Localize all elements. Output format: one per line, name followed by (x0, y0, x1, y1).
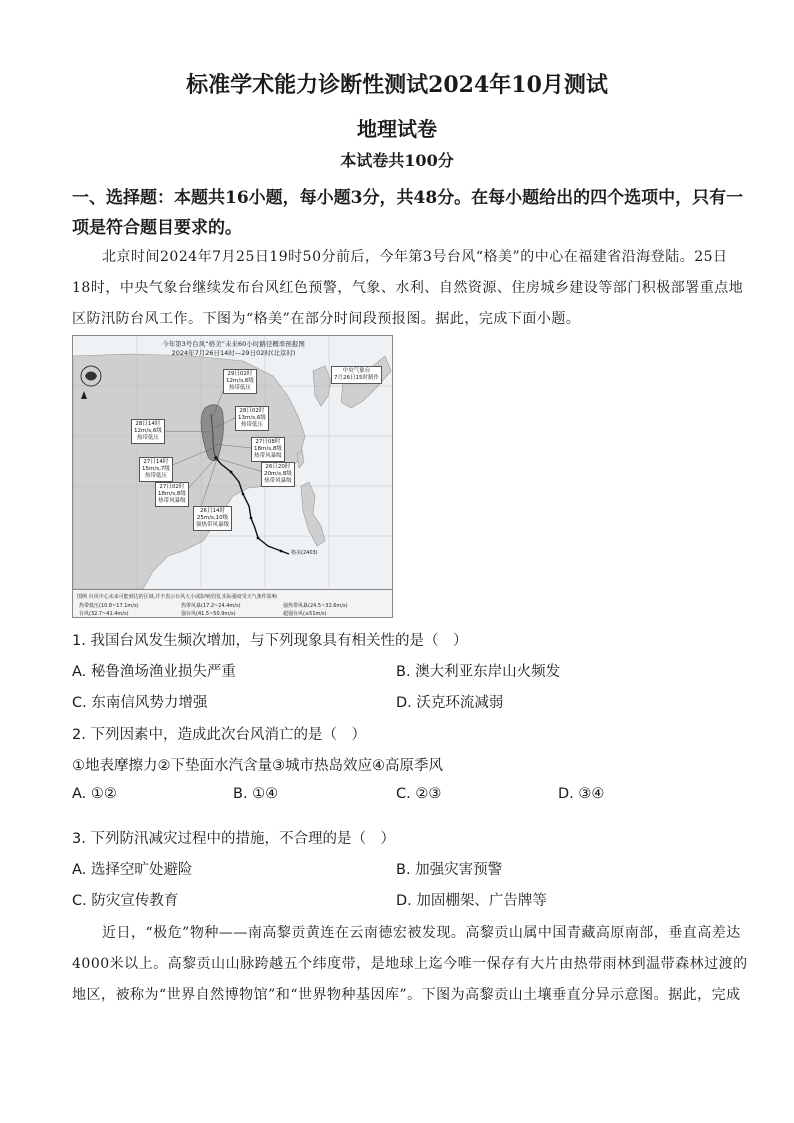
passage2-line3: 地区，被称为“世界自然博物馆”和“世界物种基因库”。下图为高黎贡山土壤垂直分异示意图。据此，完成 (72, 987, 741, 1003)
question-3-stem: 3. 下列防汛减灾过程中的措施，不合理的是（ ） (72, 831, 395, 847)
question-1-option-b[interactable]: B. 澳大利亚东岸山火频发 (396, 664, 561, 680)
agency-stamp (331, 366, 382, 384)
forecast-label-time: 27日08时 (255, 439, 281, 445)
legend-item: 强台风(41.5~50.9m/s) (181, 611, 236, 617)
exam-title: 标准学术能力诊断性测试2024年10月测试 (186, 72, 608, 98)
legend-note: 图例 台风中心未来可能到达的区域,并不表示台风大小或影响范围,实际强度受天气条件影响 (77, 594, 277, 600)
question-2-option-c[interactable]: C. ②③ (396, 786, 442, 802)
forecast-label-wind: 12m/s,6级 (226, 378, 254, 384)
forecast-label-2 (131, 419, 165, 444)
figure-title-line1: 今年第3号台风“格美”未来60小时路径概率预报图 (162, 340, 305, 348)
forecast-label-class: 热带风暴级 (158, 498, 186, 504)
forecast-label-wind: 18m/s,8级 (254, 446, 282, 452)
question-2-stem: 2. 下列因素中，造成此次台风消亡的是（ ） (72, 727, 366, 743)
passage1-line1: 北京时间2024年7月25日19时50分前后，今年第3号台风“格美”的中心在福建省沿海登陆。25日 (102, 249, 728, 265)
legend-item: 台风(32.7~41.4m/s) (79, 611, 129, 617)
question-1-option-a[interactable]: A. 秘鲁渔场渔业损失严重 (72, 664, 236, 680)
forecast-label-class: 热带低压 (144, 473, 167, 479)
forecast-label-class: 热带低压 (136, 435, 159, 441)
legend-item: 热带低压(10.8~17.1m/s) (79, 603, 139, 609)
forecast-label-class: 热带低压 (240, 422, 263, 428)
forecast-label-6 (155, 482, 189, 507)
legend-item: 超强台风(≥51m/s) (283, 611, 327, 617)
forecast-label-class: 热带风暴级 (264, 478, 292, 484)
forecast-label-wind: 12m/s,6级 (134, 428, 162, 434)
legend-item: 强热带风暴(24.5~32.6m/s) (283, 603, 348, 609)
section-heading-line1: 一、选择题：本题共16小题，每小题3分，共48分。在每小题给出的四个选项中，只有一 (72, 188, 744, 208)
forecast-label-wind: 20m/s,8级 (264, 471, 292, 477)
exam-subject: 地理试卷 (357, 117, 437, 141)
agency-name: 中央气象台 (342, 368, 371, 374)
question-2-option-d[interactable]: D. ③④ (558, 786, 605, 802)
passage1-line3: 区防汛防台风工作。下图为“格美”在部分时间段预报图。据此，完成下面小题。 (72, 311, 581, 327)
question-2-option-b[interactable]: B. ①④ (233, 786, 279, 802)
passage1-line2: 18时，中央气象台继续发布台风红色预警，气象、水利、自然资源、住房城乡建设等部门积极部署重点地 (72, 280, 744, 296)
forecast-label-time: 27日02时 (159, 484, 185, 490)
forecast-label-time: 28日14时 (135, 421, 161, 427)
legend-item: 热带风暴(17.2~24.4m/s) (181, 603, 241, 609)
question-3-option-c[interactable]: C. 防灾宣传教育 (72, 893, 179, 909)
figure-title-line2: 2024年7月26日14时—29日02时(北京时) (171, 349, 296, 357)
passage2-line1: 近日，“极危”物种——南高黎贡黄连在云南德宏被发现。高黎贡山属中国青藏高原南部，垂直高差达 (102, 925, 741, 941)
forecast-label-4 (139, 457, 173, 482)
section-heading-line2: 项是符合题目要求的。 (72, 218, 242, 238)
forecast-label-class: 热带风暴级 (254, 453, 282, 459)
forecast-label-class: 强热带风暴级 (196, 522, 230, 528)
forecast-label-0 (223, 369, 257, 394)
forecast-label-time: 26日20时 (265, 464, 291, 470)
question-3-option-d[interactable]: D. 加固棚架、广告牌等 (396, 893, 547, 909)
question-1-option-c[interactable]: C. 东南信风势力增强 (72, 695, 208, 711)
question-1-option-d[interactable]: D. 沃克环流减弱 (396, 695, 504, 711)
forecast-label-time: 29日02时 (227, 371, 253, 377)
forecast-label-wind: 18m/s,8级 (158, 491, 186, 497)
passage2-line2: 4000米以上。高黎贡山山脉跨越五个纬度带，是地球上迄今唯一保存有大片由热带雨林到温带森林过渡的 (72, 956, 748, 972)
typhoon-forecast-map (72, 335, 393, 618)
forecast-label-time: 28日02时 (239, 408, 265, 414)
forecast-label-wind: 13m/s,6级 (238, 415, 266, 421)
agency-time: 7月26日15时制作 (334, 375, 379, 381)
forecast-label-time: 26日14时 (200, 508, 225, 514)
question-3-option-a[interactable]: A. 选择空旷处避险 (72, 862, 193, 878)
forecast-label-1 (235, 406, 269, 431)
question-3-option-b[interactable]: B. 加强灾害预警 (396, 862, 503, 878)
forecast-label-3 (251, 437, 285, 462)
question-1-stem: 1. 我国台风发生频次增加，与下列现象具有相关性的是（ ） (72, 633, 468, 649)
forecast-label-wind: 15m/s,7级 (142, 466, 170, 472)
forecast-label-7 (193, 506, 232, 531)
forecast-label-wind: 25m/s,10级 (196, 515, 229, 521)
question-2-factors: ①地表摩擦力②下垫面水汽含量③城市热岛效应④高原季风 (72, 758, 443, 774)
storm-name-label: 格美(2403) (291, 550, 318, 556)
forecast-label-time: 27日14时 (143, 459, 169, 465)
exam-total-score: 本试卷共100分 (340, 151, 454, 170)
question-2-option-a[interactable]: A. ①② (72, 786, 117, 802)
forecast-label-5 (261, 462, 295, 487)
map-legend (73, 589, 393, 618)
forecast-label-class: 热带低压 (228, 385, 251, 391)
